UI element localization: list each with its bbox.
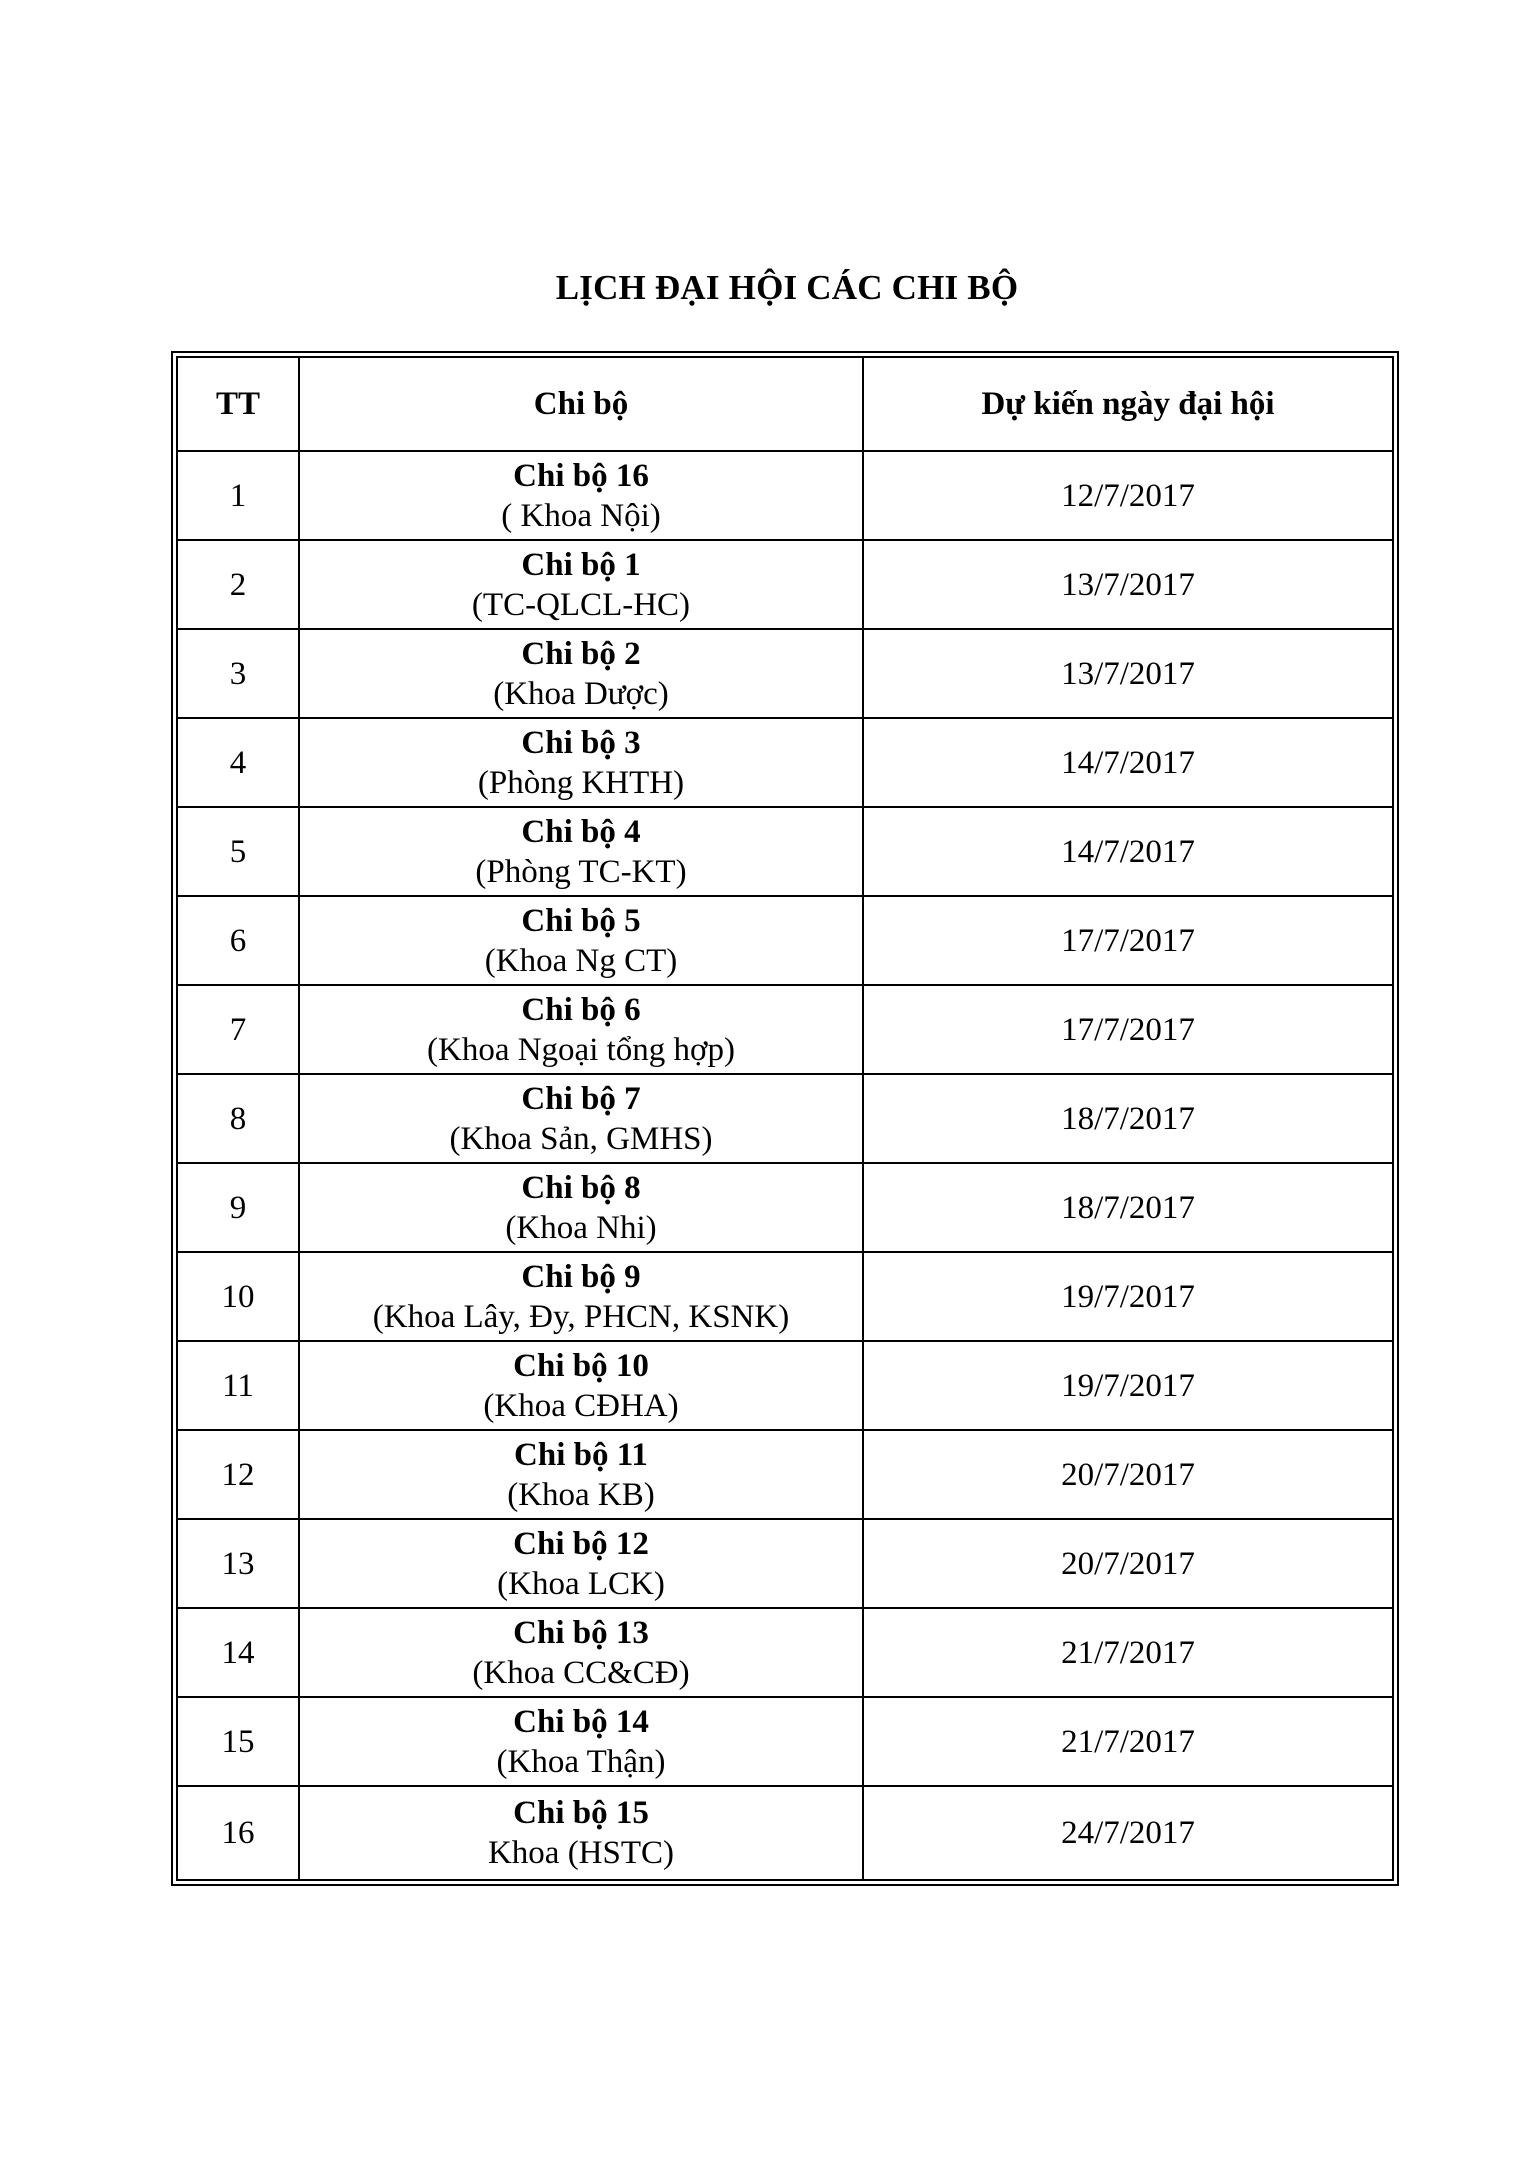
table-header-row	[177, 357, 1393, 451]
row-number: 4	[177, 718, 299, 807]
row-number: 2	[177, 540, 299, 629]
unit-department: (Khoa Lây, Đy, PHCN, KSNK)	[372, 1298, 790, 1335]
row-number: 11	[177, 1341, 299, 1430]
unit-name: Chi bộ 14	[513, 1703, 649, 1740]
planned-date: 20/7/2017	[863, 1430, 1393, 1519]
unit-department: (Khoa Nhi)	[505, 1209, 657, 1246]
unit-cell	[299, 896, 863, 985]
unit-department: (Phòng TC-KT)	[475, 853, 687, 890]
unit-name: Chi bộ 1	[521, 546, 641, 583]
unit-cell	[299, 985, 863, 1074]
planned-date: 21/7/2017	[863, 1608, 1393, 1697]
unit-department: (Phòng KHTH)	[477, 764, 685, 801]
row-number: 14	[177, 1608, 299, 1697]
planned-date: 14/7/2017	[863, 807, 1393, 896]
unit-department: (Khoa LCK)	[497, 1565, 665, 1602]
table-row	[177, 1341, 1393, 1430]
planned-date: 20/7/2017	[863, 1519, 1393, 1608]
unit-cell	[299, 1697, 863, 1786]
table-row	[177, 807, 1393, 896]
unit-department: (Khoa CĐHA)	[483, 1387, 679, 1424]
unit-department: Khoa (HSTC)	[487, 1835, 675, 1871]
unit-name: Chi bộ 2	[521, 635, 641, 672]
unit-department: (Khoa Ngoại tổng hợp)	[427, 1031, 735, 1068]
planned-date: 18/7/2017	[863, 1163, 1393, 1252]
unit-cell	[299, 1430, 863, 1519]
table-row	[177, 1608, 1393, 1697]
row-number: 13	[177, 1519, 299, 1608]
unit-department: (Khoa Thận)	[496, 1743, 666, 1780]
table-row	[177, 629, 1393, 718]
unit-cell	[299, 1074, 863, 1163]
table-row	[177, 718, 1393, 807]
row-number: 15	[177, 1697, 299, 1786]
planned-date: 14/7/2017	[863, 718, 1393, 807]
planned-date: 17/7/2017	[863, 896, 1393, 985]
planned-date: 18/7/2017	[863, 1074, 1393, 1163]
planned-date: 19/7/2017	[863, 1341, 1393, 1430]
table-row	[177, 1786, 1393, 1880]
unit-cell	[299, 1608, 863, 1697]
planned-date: 21/7/2017	[863, 1697, 1393, 1786]
unit-department: (Khoa Sản, GMHS)	[449, 1120, 713, 1157]
table-row	[177, 1519, 1393, 1608]
table-row	[177, 896, 1393, 985]
unit-cell	[299, 451, 863, 540]
unit-department: (Khoa Dược)	[493, 675, 669, 712]
unit-name: Chi bộ 9	[521, 1258, 641, 1295]
table-row	[177, 1697, 1393, 1786]
table-row	[177, 540, 1393, 629]
unit-department: (Khoa CC&CĐ)	[472, 1654, 690, 1691]
unit-name: Chi bộ 16	[513, 457, 649, 494]
unit-cell	[299, 1786, 863, 1880]
row-number: 7	[177, 985, 299, 1074]
unit-name: Chi bộ 5	[521, 902, 641, 939]
planned-date: 12/7/2017	[863, 451, 1393, 540]
unit-name: Chi bộ 10	[513, 1347, 649, 1384]
unit-name: Chi bộ 15	[513, 1795, 649, 1831]
unit-cell	[299, 1252, 863, 1341]
row-number: 1	[177, 451, 299, 540]
unit-cell	[299, 1519, 863, 1608]
planned-date: 19/7/2017	[863, 1252, 1393, 1341]
row-number: 12	[177, 1430, 299, 1519]
row-number: 5	[177, 807, 299, 896]
planned-date: 24/7/2017	[863, 1786, 1393, 1880]
unit-department: ( Khoa Nội)	[501, 497, 661, 534]
unit-name: Chi bộ 6	[521, 991, 641, 1028]
row-number: 16	[177, 1786, 299, 1880]
unit-cell	[299, 807, 863, 896]
planned-date: 17/7/2017	[863, 985, 1393, 1074]
unit-cell	[299, 540, 863, 629]
header-date: Dự kiến ngày đại hội	[863, 357, 1393, 451]
row-number: 9	[177, 1163, 299, 1252]
unit-department: (Khoa Ng CT)	[484, 942, 678, 979]
table-row	[177, 451, 1393, 540]
row-number: 6	[177, 896, 299, 985]
header-tt: TT	[177, 357, 299, 451]
unit-name: Chi bộ 4	[521, 813, 641, 850]
unit-name: Chi bộ 11	[514, 1436, 648, 1473]
unit-name: Chi bộ 12	[513, 1525, 649, 1562]
unit-name: Chi bộ 8	[521, 1169, 641, 1206]
table-row	[177, 985, 1393, 1074]
header-chi-bo: Chi bộ	[299, 357, 863, 451]
table-row	[177, 1430, 1393, 1519]
schedule-table-frame	[171, 351, 1399, 1886]
unit-cell	[299, 1341, 863, 1430]
unit-department: (TC-QLCL-HC)	[471, 586, 691, 623]
page-title: LỊCH ĐẠI HỘI CÁC CHI BỘ	[555, 268, 1019, 307]
planned-date: 13/7/2017	[863, 629, 1393, 718]
unit-cell	[299, 718, 863, 807]
unit-cell	[299, 1163, 863, 1252]
table-row	[177, 1252, 1393, 1341]
unit-department: (Khoa KB)	[507, 1476, 655, 1513]
table-row	[177, 1074, 1393, 1163]
unit-cell	[299, 629, 863, 718]
unit-name: Chi bộ 7	[521, 1080, 641, 1117]
row-number: 3	[177, 629, 299, 718]
unit-name: Chi bộ 13	[513, 1614, 649, 1651]
unit-name: Chi bộ 3	[521, 724, 641, 761]
table-row	[177, 1163, 1393, 1252]
planned-date: 13/7/2017	[863, 540, 1393, 629]
schedule-table	[176, 356, 1394, 1881]
row-number: 10	[177, 1252, 299, 1341]
row-number: 8	[177, 1074, 299, 1163]
